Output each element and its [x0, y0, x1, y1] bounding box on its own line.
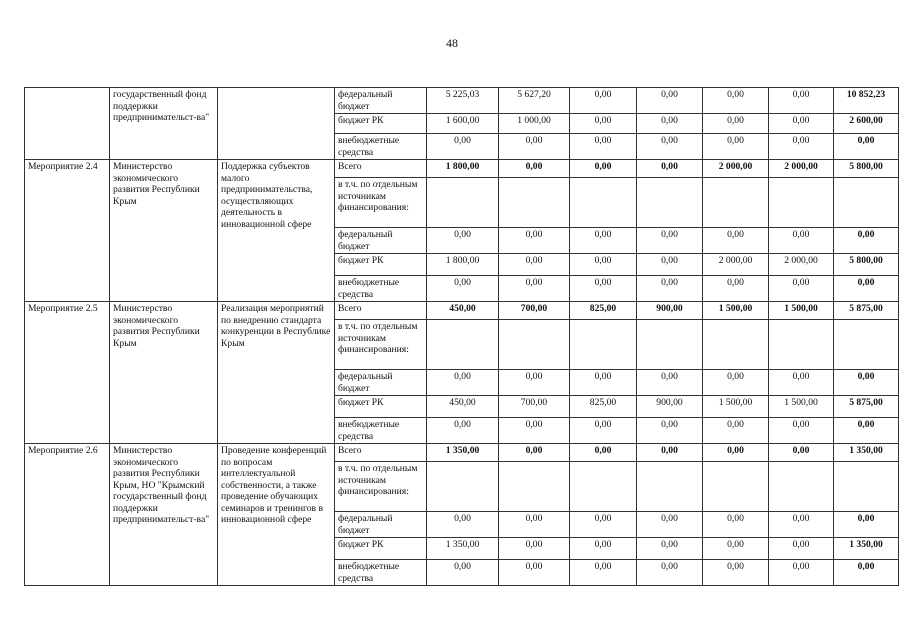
year-value-cell: 0,00: [637, 538, 703, 560]
year-value-cell: 0,00: [427, 560, 499, 586]
year-value-cell: 0,00: [570, 134, 637, 160]
year-value-cell: 0,00: [769, 276, 834, 302]
year-value-cell: 0,00: [769, 370, 834, 396]
executor-cell: Министерство экономического развития Республики Крым, НО "Крымский государственный фонд поддержки предпринимательст-ва": [110, 444, 218, 586]
year-value-cell: [570, 320, 637, 370]
year-value-cell: 1 350,00: [427, 538, 499, 560]
year-value-cell: 0,00: [499, 276, 570, 302]
funding-source-cell: бюджет РК: [335, 254, 427, 276]
total-value-cell: 0,00: [834, 134, 899, 160]
year-value-cell: 0,00: [427, 418, 499, 444]
year-value-cell: 0,00: [427, 276, 499, 302]
year-value-cell: 0,00: [427, 134, 499, 160]
year-value-cell: 5 627,20: [499, 88, 570, 114]
year-value-cell: 0,00: [769, 88, 834, 114]
year-value-cell: 0,00: [637, 88, 703, 114]
funding-source-cell: внебюджетные средства: [335, 134, 427, 160]
description-cell: Поддержка субъектов малого предпринимательства, осуществляющих деятельность в инновационной сфере: [218, 160, 335, 302]
executor-cell: Министерство экономического развития Республики Крым: [110, 302, 218, 444]
year-value-cell: 0,00: [570, 160, 637, 178]
year-value-cell: 0,00: [769, 228, 834, 254]
total-value-cell: 5 875,00: [834, 396, 899, 418]
total-value-cell: 0,00: [834, 370, 899, 396]
year-value-cell: [703, 178, 769, 228]
year-value-cell: 0,00: [499, 418, 570, 444]
event-cell: Мероприятие 2.6: [25, 444, 110, 586]
year-value-cell: 700,00: [499, 302, 570, 320]
funding-source-cell: федеральный бюджет: [335, 228, 427, 254]
description-cell: Проведение конференций по вопросам интеллектуальной собственности, а также проведение обучающих семинаров и тренингов в инновационной сфере: [218, 444, 335, 586]
funding-source-cell: в т.ч. по отдельным источникам финансирования:: [335, 178, 427, 228]
year-value-cell: 0,00: [570, 538, 637, 560]
executor-cell: Министерство экономического развития Республики Крым: [110, 160, 218, 302]
description-cell: [218, 88, 335, 160]
year-value-cell: 0,00: [703, 370, 769, 396]
funding-source-cell: внебюджетные средства: [335, 560, 427, 586]
year-value-cell: 825,00: [570, 396, 637, 418]
year-value-cell: 2 000,00: [769, 160, 834, 178]
year-value-cell: 0,00: [637, 418, 703, 444]
funding-source-cell: в т.ч. по отдельным источникам финансирования:: [335, 320, 427, 370]
year-value-cell: 1 600,00: [427, 114, 499, 134]
funding-source-cell: внебюджетные средства: [335, 276, 427, 302]
total-value-cell: 0,00: [834, 276, 899, 302]
year-value-cell: 0,00: [570, 276, 637, 302]
year-value-cell: 450,00: [427, 302, 499, 320]
year-value-cell: 0,00: [703, 560, 769, 586]
year-value-cell: 1 000,00: [499, 114, 570, 134]
year-value-cell: 0,00: [570, 370, 637, 396]
year-value-cell: [637, 178, 703, 228]
table-row: [25, 302, 899, 320]
year-value-cell: 0,00: [769, 560, 834, 586]
year-value-cell: 900,00: [637, 396, 703, 418]
year-value-cell: 0,00: [769, 418, 834, 444]
year-value-cell: 1 500,00: [703, 396, 769, 418]
total-value-cell: 1 350,00: [834, 444, 899, 462]
year-value-cell: 0,00: [499, 560, 570, 586]
year-value-cell: 0,00: [769, 512, 834, 538]
event-cell: [25, 88, 110, 160]
year-value-cell: 900,00: [637, 302, 703, 320]
funding-source-cell: бюджет РК: [335, 114, 427, 134]
year-value-cell: 0,00: [703, 114, 769, 134]
year-value-cell: [637, 462, 703, 512]
total-value-cell: 0,00: [834, 228, 899, 254]
year-value-cell: 0,00: [637, 228, 703, 254]
year-value-cell: 0,00: [769, 444, 834, 462]
year-value-cell: 0,00: [769, 134, 834, 160]
year-value-cell: 0,00: [427, 512, 499, 538]
year-value-cell: 0,00: [703, 512, 769, 538]
year-value-cell: 0,00: [570, 114, 637, 134]
total-value-cell: 0,00: [834, 512, 899, 538]
year-value-cell: [427, 320, 499, 370]
table-row: [25, 88, 899, 114]
year-value-cell: 0,00: [570, 254, 637, 276]
year-value-cell: 2 000,00: [703, 254, 769, 276]
year-value-cell: 0,00: [570, 444, 637, 462]
funding-source-cell: внебюджетные средства: [335, 418, 427, 444]
year-value-cell: [637, 320, 703, 370]
year-value-cell: 0,00: [637, 370, 703, 396]
funding-source-cell: в т.ч. по отдельным источникам финансирования:: [335, 462, 427, 512]
funding-source-cell: бюджет РК: [335, 538, 427, 560]
funding-source-cell: федеральный бюджет: [335, 512, 427, 538]
year-value-cell: [769, 178, 834, 228]
year-value-cell: [769, 320, 834, 370]
year-value-cell: 0,00: [637, 114, 703, 134]
total-value-cell: [834, 462, 899, 512]
year-value-cell: [570, 462, 637, 512]
year-value-cell: 0,00: [637, 254, 703, 276]
year-value-cell: 0,00: [703, 134, 769, 160]
year-value-cell: 0,00: [637, 134, 703, 160]
year-value-cell: 0,00: [499, 512, 570, 538]
funding-source-cell: федеральный бюджет: [335, 370, 427, 396]
funding-source-cell: Всего: [335, 160, 427, 178]
table-row: [25, 444, 899, 462]
year-value-cell: 0,00: [427, 370, 499, 396]
year-value-cell: 0,00: [570, 560, 637, 586]
year-value-cell: [703, 320, 769, 370]
event-cell: Мероприятие 2.5: [25, 302, 110, 444]
total-value-cell: [834, 320, 899, 370]
year-value-cell: 825,00: [570, 302, 637, 320]
year-value-cell: 1 500,00: [703, 302, 769, 320]
year-value-cell: 0,00: [499, 134, 570, 160]
total-value-cell: 5 875,00: [834, 302, 899, 320]
year-value-cell: 2 000,00: [703, 160, 769, 178]
year-value-cell: 0,00: [570, 88, 637, 114]
year-value-cell: 0,00: [499, 444, 570, 462]
total-value-cell: 0,00: [834, 418, 899, 444]
total-value-cell: 0,00: [834, 560, 899, 586]
funding-source-cell: бюджет РК: [335, 396, 427, 418]
year-value-cell: 1 500,00: [769, 396, 834, 418]
executor-cell: государственный фонд поддержки предпринимательст-ва": [110, 88, 218, 160]
description-cell: Реализация мероприятий по внедрению стандарта конкуренции в Республике Крым: [218, 302, 335, 444]
year-value-cell: 0,00: [637, 160, 703, 178]
year-value-cell: 450,00: [427, 396, 499, 418]
year-value-cell: 0,00: [703, 228, 769, 254]
year-value-cell: 1 800,00: [427, 254, 499, 276]
year-value-cell: 0,00: [570, 228, 637, 254]
year-value-cell: 1 500,00: [769, 302, 834, 320]
table-row: [25, 160, 899, 178]
year-value-cell: [499, 462, 570, 512]
year-value-cell: 1 350,00: [427, 444, 499, 462]
budget-table: [24, 87, 899, 586]
year-value-cell: 0,00: [637, 512, 703, 538]
year-value-cell: 0,00: [427, 228, 499, 254]
year-value-cell: 700,00: [499, 396, 570, 418]
year-value-cell: 0,00: [499, 538, 570, 560]
year-value-cell: 0,00: [499, 160, 570, 178]
year-value-cell: 0,00: [703, 444, 769, 462]
year-value-cell: [570, 178, 637, 228]
total-value-cell: [834, 178, 899, 228]
total-value-cell: 5 800,00: [834, 254, 899, 276]
year-value-cell: [769, 462, 834, 512]
year-value-cell: 0,00: [769, 538, 834, 560]
year-value-cell: 0,00: [703, 418, 769, 444]
year-value-cell: 0,00: [637, 560, 703, 586]
year-value-cell: [703, 462, 769, 512]
year-value-cell: 0,00: [499, 254, 570, 276]
year-value-cell: 2 000,00: [769, 254, 834, 276]
year-value-cell: [427, 178, 499, 228]
year-value-cell: 0,00: [570, 512, 637, 538]
total-value-cell: 2 600,00: [834, 114, 899, 134]
year-value-cell: 0,00: [637, 444, 703, 462]
year-value-cell: 1 800,00: [427, 160, 499, 178]
year-value-cell: 0,00: [769, 114, 834, 134]
year-value-cell: [499, 178, 570, 228]
year-value-cell: [427, 462, 499, 512]
year-value-cell: 5 225,03: [427, 88, 499, 114]
year-value-cell: 0,00: [499, 228, 570, 254]
year-value-cell: 0,00: [570, 418, 637, 444]
total-value-cell: 5 800,00: [834, 160, 899, 178]
year-value-cell: 0,00: [703, 276, 769, 302]
year-value-cell: 0,00: [703, 88, 769, 114]
funding-source-cell: Всего: [335, 302, 427, 320]
total-value-cell: 10 852,23: [834, 88, 899, 114]
total-value-cell: 1 350,00: [834, 538, 899, 560]
page-number: 48: [446, 36, 458, 50]
year-value-cell: 0,00: [703, 538, 769, 560]
funding-source-cell: Всего: [335, 444, 427, 462]
year-value-cell: [499, 320, 570, 370]
year-value-cell: 0,00: [499, 370, 570, 396]
year-value-cell: 0,00: [637, 276, 703, 302]
event-cell: Мероприятие 2.4: [25, 160, 110, 302]
funding-source-cell: федеральный бюджет: [335, 88, 427, 114]
